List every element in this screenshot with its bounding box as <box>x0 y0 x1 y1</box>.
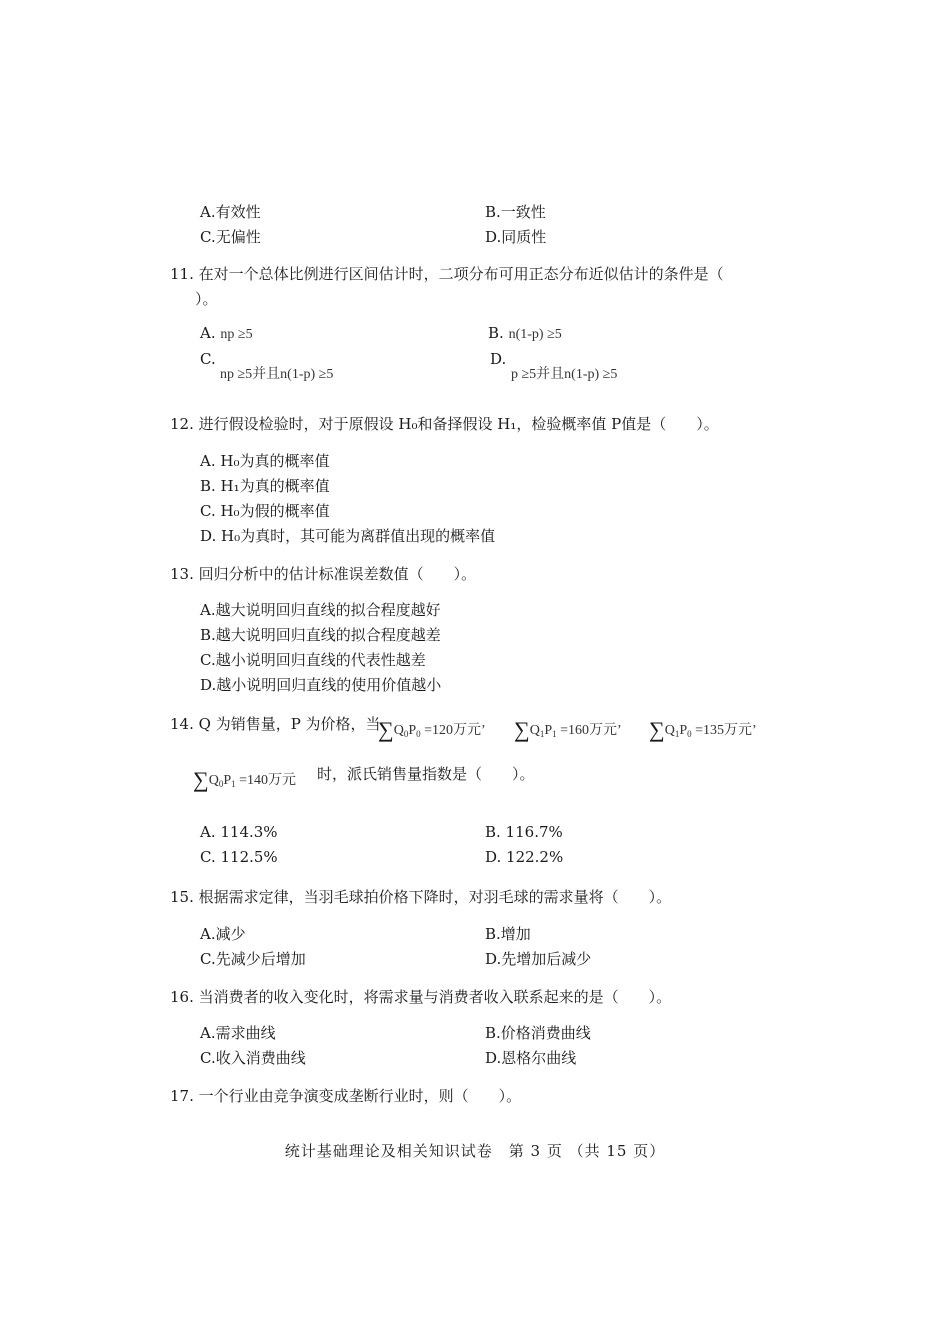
q14-sum1-value: =120万元 <box>424 723 482 738</box>
q10-option-d: D.同质性 <box>485 228 547 246</box>
q11-option-b-text: n(1-p) ≥5 <box>508 327 562 342</box>
q14-sum-q1p1: $\sum Q_1P_1 =160$万元’ <box>514 717 622 742</box>
q16-stem: 16. 当消费者的收入变化时，将需求量与消费者收入联系起来的是（ ）。 <box>170 988 672 1006</box>
q14-stem-suffix: 时，派氏销售量指数是（ ）。 <box>317 765 535 783</box>
q14-sum4-value: =140万元 <box>239 773 297 788</box>
q16-option-a: A.需求曲线 <box>200 1024 276 1042</box>
q12-stem: 12. 进行假设检验时，对于原假设 H₀和备择假设 H₁，检验概率值 P值是（ ）。 <box>170 415 719 433</box>
q12-option-b: B. H₁为真的概率值 <box>200 477 330 495</box>
q10-option-a: A.有效性 <box>200 203 261 221</box>
q12-option-c: C. H₀为假的概率值 <box>200 502 330 520</box>
q15-option-b: B.增加 <box>485 925 531 943</box>
q15-option-a: A.减少 <box>200 925 246 943</box>
q16-option-c: C.收入消费曲线 <box>200 1049 306 1067</box>
q17-stem: 17. 一个行业由竞争演变成垄断行业时，则（ ）。 <box>170 1087 522 1105</box>
q14-option-c: C. 112.5% <box>200 848 278 866</box>
q10-option-c: C.无偏性 <box>200 228 261 246</box>
q15-stem: 15. 根据需求定律，当羽毛球拍价格下降时，对羽毛球的需求量将（ ）。 <box>170 888 672 906</box>
q14-sum-q1p0: $\sum Q_1P_0 =135$万元’ <box>649 717 757 742</box>
q14-option-d: D. 122.2% <box>485 848 564 866</box>
q15-option-c: C.先减少后增加 <box>200 950 306 968</box>
q11-option-c-text: np ≥5并且n(1-p) ≥5 <box>220 367 334 382</box>
q13-option-b: B.越大说明回归直线的拟合程度越差 <box>200 626 441 644</box>
q14-option-a: A. 114.3% <box>200 823 278 841</box>
q14-sum2-value: =160万元 <box>560 723 618 738</box>
q12-option-a: A. H₀为真的概率值 <box>200 452 330 470</box>
q12-option-d: D. H₀为真时，其可能为离群值出现的概率值 <box>200 527 496 545</box>
q11-stem-line1: 11. 在对一个总体比例进行区间估计时，二项分布可用正态分布近似估计的条件是（ <box>170 265 724 283</box>
q16-option-b: B.价格消费曲线 <box>485 1024 591 1042</box>
q15-option-d: D.先增加后减少 <box>485 950 592 968</box>
page-footer: 统计基础理论及相关知识试卷 第 3 页 （共 15 页） <box>284 1142 666 1160</box>
q11-option-c-label: C. <box>200 350 216 368</box>
q14-option-b: B. 116.7% <box>485 823 563 841</box>
q11-option-b-label: B. <box>488 324 504 342</box>
q11-option-b <box>488 324 562 343</box>
q16-option-d: D.恩格尔曲线 <box>485 1049 577 1067</box>
q11-option-d-label: D. <box>490 350 507 368</box>
q14-sum3-value: =135万元 <box>695 723 753 738</box>
q13-stem: 13. 回归分析中的估计标准误差数值（ ）。 <box>170 565 477 583</box>
q14-sum-q0p0: $\sum Q_0P_0 =120$万元’ <box>378 717 486 742</box>
q10-option-b: B.一致性 <box>485 203 546 221</box>
q13-option-c: C.越小说明回归直线的代表性越差 <box>200 651 426 669</box>
q14-sum-q0p1: $\sum Q_0P_1 =140$万元 <box>193 767 297 792</box>
q11-option-d-text: p ≥5并且n(1-p) ≥5 <box>511 367 618 382</box>
q11-option-a <box>200 324 253 343</box>
q13-option-a: A.越大说明回归直线的拟合程度越好 <box>200 601 441 619</box>
q13-option-d: D.越小说明回归直线的使用价值越小 <box>200 676 442 694</box>
q11-option-a-label: A. <box>200 324 216 342</box>
q11-option-a-text: np ≥5 <box>220 327 253 342</box>
q14-stem-prefix: 14. Q 为销售量，P 为价格，当 <box>170 715 381 733</box>
q11-stem-line2: ）。 <box>195 290 218 308</box>
